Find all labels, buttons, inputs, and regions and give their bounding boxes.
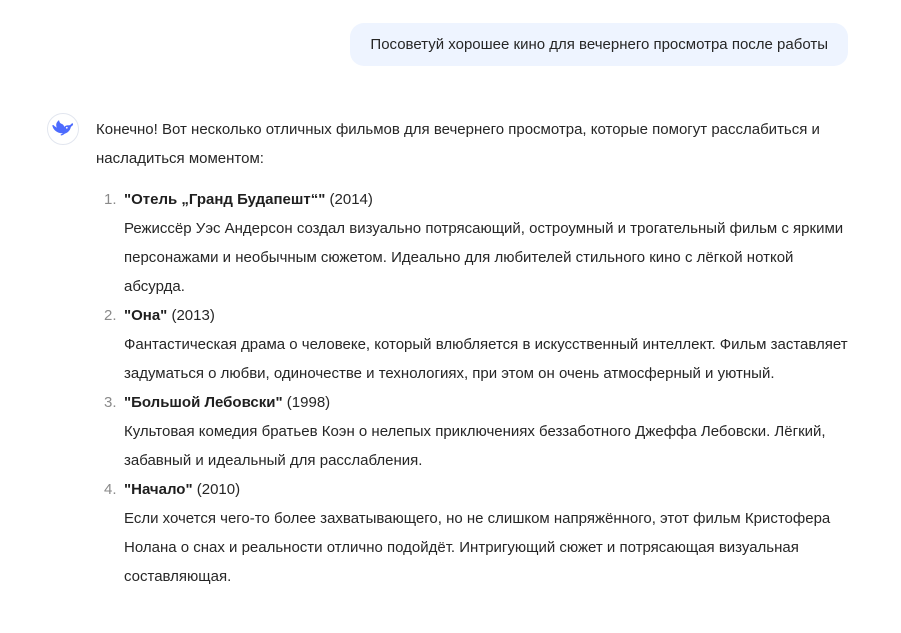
list-number: 1.: [104, 191, 117, 208]
list-item: [96, 301, 856, 388]
movie-year: (2010): [196, 481, 241, 498]
assistant-avatar: [47, 113, 79, 145]
movie-title: "Большой Лебовски": [124, 394, 283, 411]
user-message-text: Посоветуй хорошее кино для вечернего просмотра после работы: [370, 36, 828, 53]
movie-description: Режиссёр Уэс Андерсон создал визуально потрясающий, остроумный и трогательный фильм с яркими персонажами и необычным сюжетом. Идеально для любителей стильного кино с лёгкой ноткой абсурда.: [124, 220, 844, 295]
list-item: [96, 475, 856, 591]
movie-list: [96, 185, 856, 591]
movie-title: "Она": [124, 307, 168, 324]
movie-title: "Начало": [124, 481, 193, 498]
movie-year: (2013): [171, 307, 215, 324]
movie-year: (2014): [329, 191, 373, 208]
list-number: 4.: [104, 481, 117, 498]
movie-description: Фантастическая драма о человеке, который влюбляется в искусственный интеллект. Фильм заставляет задуматься о любви, одиночестве и технологиях, при этом он очень атмосферный и уютный.: [124, 336, 848, 382]
whale-logo-icon: [52, 120, 74, 138]
list-number: 3.: [104, 394, 117, 411]
movie-description: Если хочется чего-то более захватывающего, но не слишком напряжённого, этот фильм Кристофера Нолана о снах и реальности отлично подойдёт. Интригующий сюжет и потрясающая визуальная составляющая.: [124, 510, 831, 585]
list-item: [96, 185, 856, 301]
movie-year: (1998): [286, 394, 331, 411]
movie-title: "Отель „Гранд Будапешт“": [124, 191, 326, 208]
answer-intro: Конечно! Вот несколько отличных фильмов для вечернего просмотра, которые помогут расслабиться и насладиться моментом:: [96, 121, 820, 167]
list-item: [96, 388, 856, 475]
movie-description: Культовая комедия братьев Коэн о нелепых приключениях беззаботного Джеффа Лебовски. Лёгкий, забавный и идеальный для расслабления.: [124, 423, 826, 469]
assistant-answer: [96, 115, 856, 591]
user-message-bubble: [350, 23, 848, 66]
list-number: 2.: [104, 307, 117, 324]
